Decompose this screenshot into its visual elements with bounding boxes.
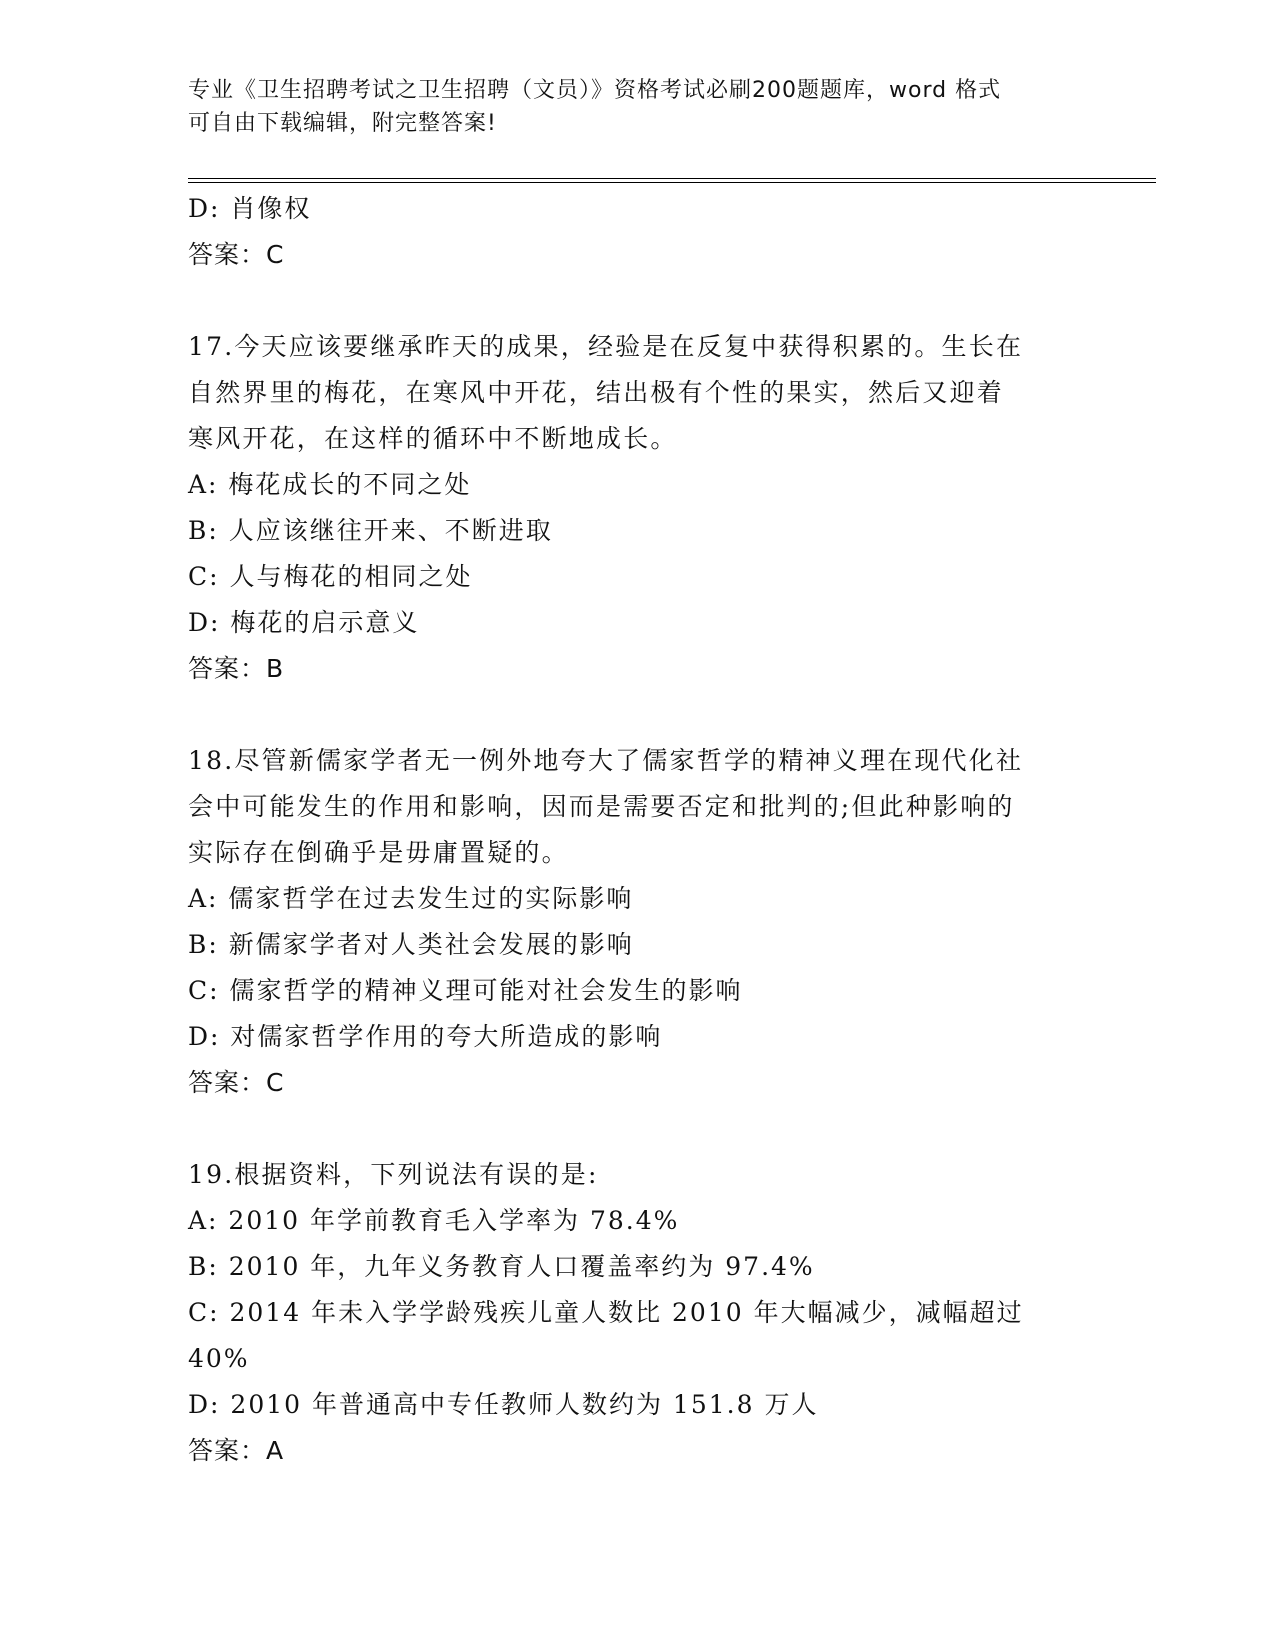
option-b: B: 2010 年，九年义务教育人口覆盖率约为 97.4% — [188, 1252, 815, 1281]
option-a: A: 2010 年学前教育毛入学率为 78.4% — [188, 1206, 680, 1235]
header-rule-top — [188, 178, 1156, 179]
option-d: D: 2010 年普通高中专任教师人数约为 151.8 万人 — [188, 1390, 819, 1419]
option-c: C: 人与梅花的相同之处 — [188, 562, 473, 591]
header-line-2: 可自由下载编辑，附完整答案! — [188, 111, 497, 136]
question-text-line: 19.根据资料，下列说法有误的是: — [188, 1160, 599, 1189]
answer: 答案：A — [188, 1436, 285, 1465]
spacer — [188, 278, 1088, 324]
answer: 答案：C — [188, 1068, 285, 1097]
question-text-line: 18.尽管新儒家学者无一例外地夸大了儒家哲学的精神义理在现代化社 — [188, 746, 1024, 775]
question-text-line: 会中可能发生的作用和影响，因而是需要否定和批判的;但此种影响的 — [188, 792, 1015, 821]
document-body — [188, 186, 1088, 1474]
spacer — [188, 692, 1088, 738]
option-a: A: 儒家哲学在过去发生过的实际影响 — [188, 884, 634, 913]
option-b: B: 人应该继往开来、不断进取 — [188, 516, 553, 545]
question-text-line: 17.今天应该要继承昨天的成果，经验是在反复中获得积累的。生长在 — [188, 332, 1024, 361]
prev-answer: 答案：C — [188, 240, 285, 269]
prev-option-d: D: 肖像权 — [188, 194, 312, 223]
option-a: A: 梅花成长的不同之处 — [188, 470, 472, 499]
option-c: C: 儒家哲学的精神义理可能对社会发生的影响 — [188, 976, 743, 1005]
question-19 — [188, 1152, 1088, 1474]
option-d: D: 对儒家哲学作用的夸大所造成的影响 — [188, 1022, 663, 1051]
question-text-line: 自然界里的梅花，在寒风中开花，结出极有个性的果实，然后又迎着 — [188, 378, 1005, 407]
question-text-line: 实际存在倒确乎是毋庸置疑的。 — [188, 838, 569, 867]
header-rule-bottom — [188, 182, 1156, 183]
option-c: C: 2014 年未入学学龄残疾儿童人数比 2010 年大幅减少，减幅超过 — [188, 1298, 1024, 1327]
option-c-continued: 40% — [188, 1344, 250, 1373]
question-18 — [188, 738, 1088, 1106]
spacer — [188, 1106, 1088, 1152]
option-d: D: 梅花的启示意义 — [188, 608, 420, 637]
question-17 — [188, 324, 1088, 692]
option-b: B: 新儒家学者对人类社会发展的影响 — [188, 930, 634, 959]
answer: 答案：B — [188, 654, 285, 683]
document-header — [188, 74, 1078, 140]
header-line-1: 专业《卫生招聘考试之卫生招聘（文员）》资格考试必刷200题题库，word 格式 — [188, 78, 1002, 103]
question-text-line: 寒风开花，在这样的循环中不断地成长。 — [188, 424, 678, 453]
